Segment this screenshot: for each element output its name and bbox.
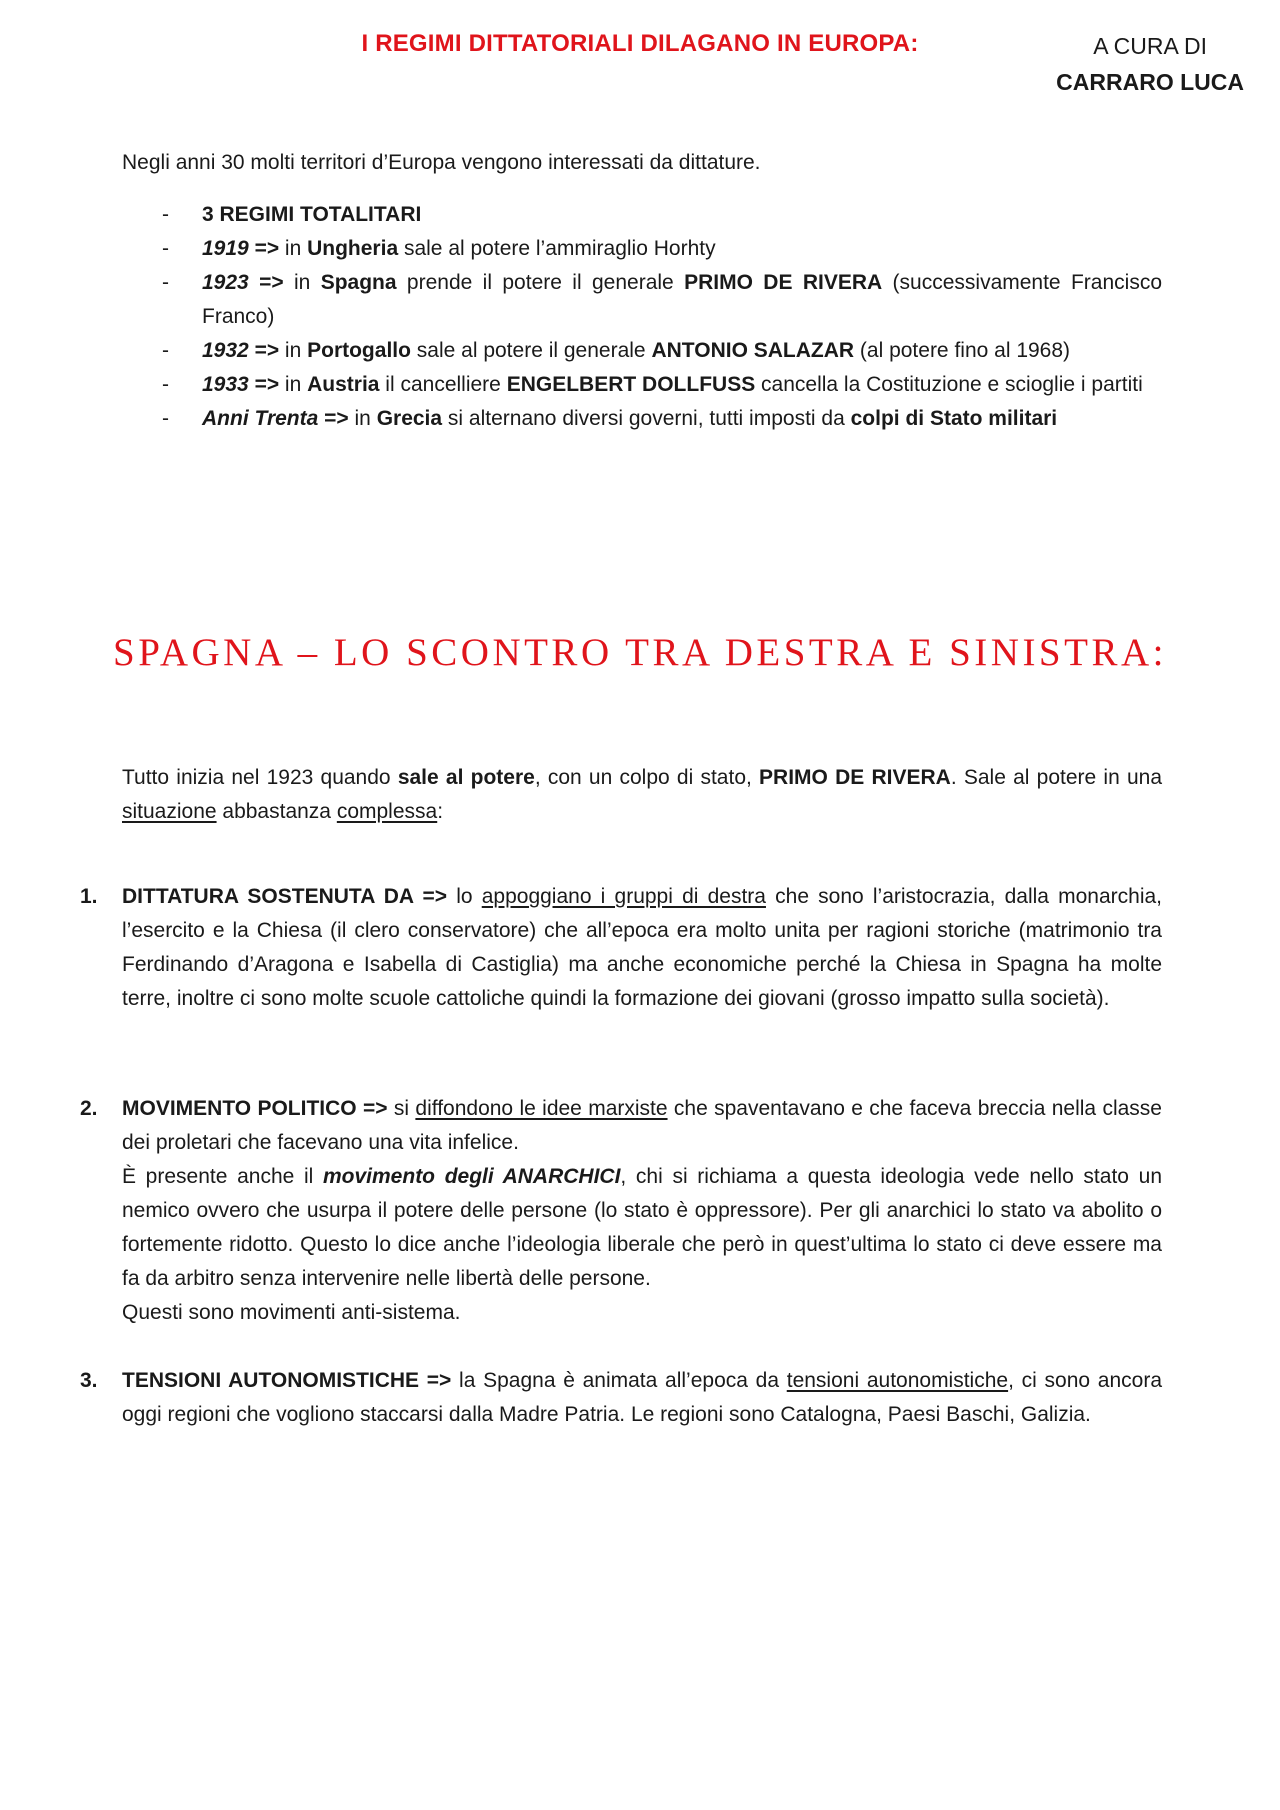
underlined-text: situazione: [122, 800, 217, 823]
point-body: [122, 1092, 1162, 1330]
spain-intro-paragraph: [122, 761, 1162, 829]
person-name: PRIMO DE RIVERA: [759, 766, 951, 789]
country-name: Austria: [307, 373, 380, 396]
list-dash: -: [162, 237, 169, 260]
text: il cancelliere: [379, 373, 507, 396]
person-name: ENGELBERT DOLLFUSS: [506, 373, 756, 396]
section-title: SPAGNA – LO SCONTRO TRA DESTRA E SINISTRA:: [113, 631, 1167, 674]
text: si: [387, 1097, 416, 1120]
text: È presente anche il: [122, 1165, 323, 1188]
underlined-text: appoggiano i gruppi di destra: [481, 885, 766, 908]
list-item: [162, 198, 1162, 232]
arrow: =>: [259, 271, 284, 294]
text: la Spagna è animata all’epoca da: [451, 1369, 787, 1392]
text: in: [283, 271, 321, 294]
text: sale al potere l’ammiraglio Horhty: [398, 237, 716, 260]
text: in: [279, 339, 308, 362]
point-number: 1.: [80, 885, 98, 908]
text: in: [279, 373, 308, 396]
text: che spaventavano e che faceva breccia nella classe dei proletari che facevano una vita infelice.: [122, 1097, 1162, 1154]
point-heading: MOVIMENTO POLITICO =>: [122, 1097, 388, 1120]
country-name: Ungheria: [307, 237, 399, 260]
list-dash: -: [162, 373, 169, 396]
list-item: [162, 266, 1162, 334]
list-item: [162, 334, 1162, 368]
point-number: 3.: [80, 1369, 98, 1392]
list-item: [162, 402, 1162, 436]
list-item: [162, 368, 1162, 402]
page-title: I REGIMI DITTATORIALI DILAGANO IN EUROPA:: [361, 30, 919, 57]
country-name: Spagna: [320, 271, 397, 294]
underlined-text: tensioni autonomistiche: [786, 1369, 1009, 1392]
numbered-point-1: [80, 880, 1162, 1016]
arrow: =>: [254, 373, 280, 396]
author-name: CARRARO LUCA: [1056, 69, 1244, 95]
year-label: Anni Trenta: [202, 407, 319, 430]
text: (al potere fino al 1968): [854, 339, 1071, 362]
text: abbastanza: [216, 800, 337, 823]
list-dash: -: [162, 203, 169, 226]
underlined-text: diffondono le idee marxiste: [415, 1097, 668, 1120]
text: che sono l’aristocrazia, dalla monarchia, l’esercito e la Chiesa (il clero conservatore) che all’epoca era molto unita per ragioni storiche (matrimonio tra Ferdinando d’Aragona e Isabella di Castiglia) ma anche economiche perché la Chiesa in Spagna ha molte terre, inoltre ci sono molte scuole cattoliche quindi la formazione dei giovani (grosso impatto sulla società).: [122, 885, 1163, 1010]
text: :: [437, 800, 444, 823]
year-label: 1923: [202, 271, 249, 294]
regimes-list: [162, 198, 1162, 436]
author-prefix: A CURA DI: [1093, 33, 1207, 59]
intro-paragraph: Negli anni 30 molti territori d’Europa vengono interessati da dittature.: [122, 151, 761, 174]
text: sale al potere il generale: [410, 339, 652, 362]
text: , con un colpo di stato,: [534, 766, 760, 789]
numbered-point-3: [80, 1364, 1162, 1432]
text: Questi sono movimenti anti-sistema.: [122, 1301, 461, 1324]
text: . Sale al potere in una: [950, 766, 1163, 789]
text: prende il potere il generale: [396, 271, 685, 294]
text: in: [279, 237, 308, 260]
text: (successivamente Francisco Franco): [202, 271, 1163, 328]
emphasis: movimento degli ANARCHICI: [323, 1165, 621, 1188]
text: , ci sono ancora oggi regioni che vogliono staccarsi dalla Madre Patria. Le regioni sono Catalogna, Paesi Baschi, Galizia.: [122, 1369, 1162, 1426]
person-name: PRIMO DE RIVERA: [684, 271, 883, 294]
arrow: =>: [254, 339, 280, 362]
arrow: =>: [254, 237, 280, 260]
list-dash: -: [162, 407, 169, 430]
text: lo: [447, 885, 482, 908]
year-label: 1932: [202, 339, 249, 362]
underlined-text: complessa: [336, 800, 438, 823]
author-block: [1056, 28, 1244, 100]
text: cancella la Costituzione e scioglie i partiti: [755, 373, 1143, 396]
text: si alternano diversi governi, tutti imposti da: [442, 407, 851, 430]
country-name: Portogallo: [307, 339, 411, 362]
emphasis: sale al potere: [397, 766, 535, 789]
point-heading: DITTATURA SOSTENUTA DA =>: [122, 885, 448, 908]
text: in: [348, 407, 377, 430]
text: Tutto inizia nel 1923 quando: [122, 766, 398, 789]
arrow: =>: [324, 407, 349, 430]
emphasis: colpi di Stato militari: [850, 407, 1058, 430]
list-heading: 3 REGIMI TOTALITARI: [202, 203, 422, 226]
point-body: [122, 880, 1162, 1016]
year-label: 1933: [202, 373, 249, 396]
point-heading: TENSIONI AUTONOMISTICHE =>: [122, 1369, 452, 1392]
point-number: 2.: [80, 1097, 98, 1120]
numbered-point-2: [80, 1092, 1162, 1330]
list-item: [162, 232, 1162, 266]
country-name: Grecia: [376, 407, 443, 430]
person-name: ANTONIO SALAZAR: [651, 339, 855, 362]
text: , chi si richiama a questa ideologia vede nello stato un nemico ovvero che usurpa il potere delle persone (lo stato è oppressore). Per gli anarchici lo stato va abolito o fortemente ridotto. Questo lo dice anche l’ideologia liberale che però in quest’ultima lo stato ci deve essere ma fa da arbitro senza intervenire nelle libertà delle persone.: [122, 1165, 1162, 1290]
list-dash: -: [162, 339, 169, 362]
list-dash: -: [162, 271, 169, 294]
point-body: [122, 1364, 1162, 1432]
year-label: 1919: [202, 237, 249, 260]
